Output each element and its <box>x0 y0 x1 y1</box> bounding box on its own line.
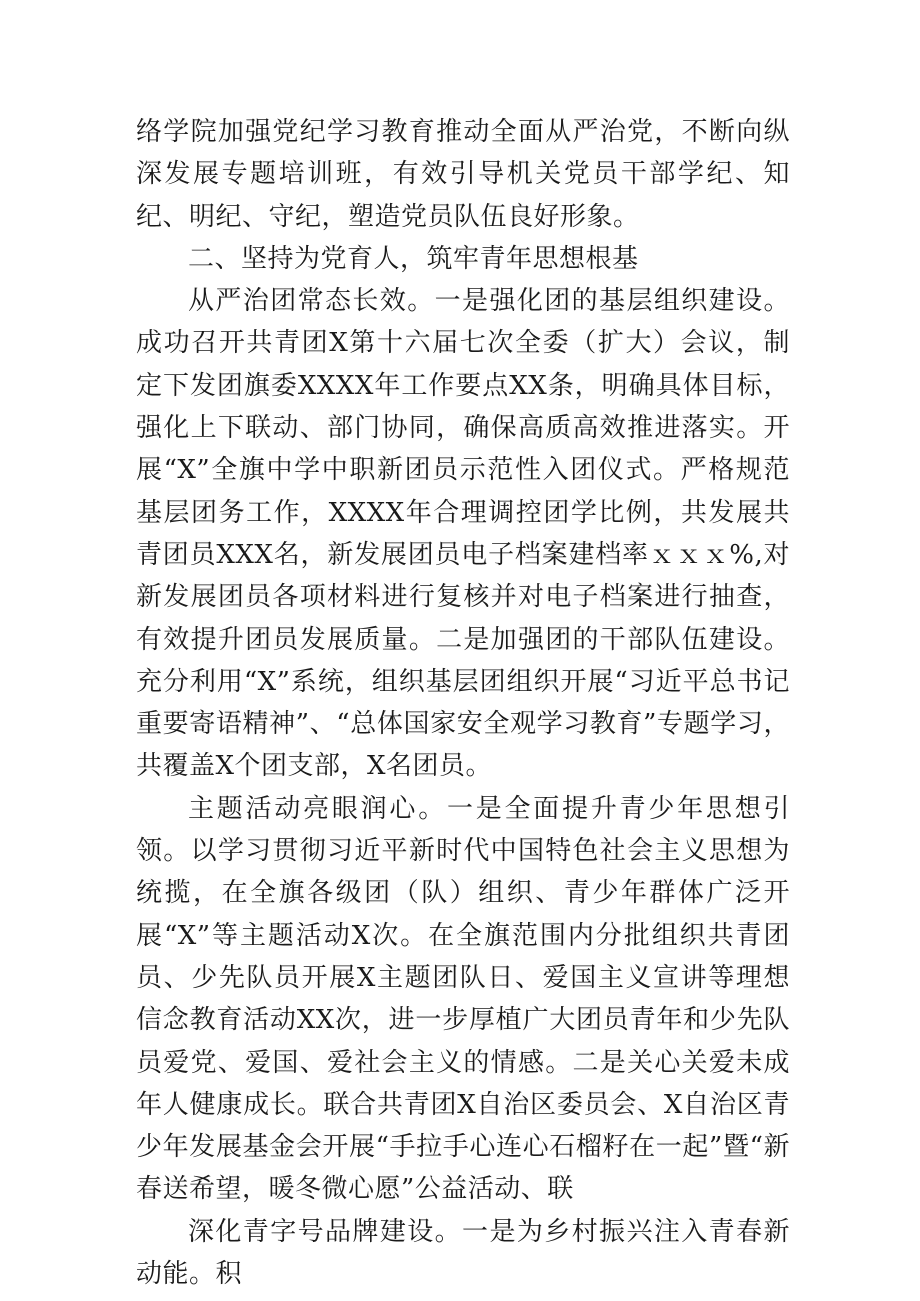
document-body <box>136 111 790 1295</box>
paragraph-theme-activities: 主题活动亮眼润心。一是全面提升青少年思想引领。以学习贯彻习近平新时代中国特色社会主义思想为统揽，在全旗各级团（队）组织、青少年群体广泛开展“X”等主题活动X次。在全旗范围内分批组织共青团员、少先队员开展X主题团队日、爱国主义宣讲等理想信念教育活动XX次，进一步厚植广大团员青年和少先队员爱党、爱国、爱社会主义的情感。二是关心关爱未成年人健康成长。联合共青团X自治区委员会、X自治区青少年发展基金会开展“手拉手心连心石榴籽在一起”暨“新春送希望，暖冬微心愿”公益活动、联 <box>136 793 790 1205</box>
paragraph-league-governance: 从严治团常态长效。一是强化团的基层组织建设。成功召开共青团X第十六届七次全委（扩大）会议，制定下发团旗委XXXX年工作要点XX条，明确具体目标，强化上下联动、部门协同，确保高质高效推进落实。开展“X”全旗中学中职新团员示范性入团仪式。严格规范基层团务工作，XXXX年合理调控团学比例，共发展共青团员XXX名，新发展团员电子档案建档率ｘｘｘ%,对新发展团员各项材料进行复核并对电子档案进行抽查，有效提升团员发展质量。二是加强团的干部队伍建设。充分利用“X”系统，组织基层团组织开展“习近平总书记重要寄语精神”、“总体国家安全观学习教育”专题学习，共覆盖X个团支部，X名团员。 <box>136 286 790 782</box>
paragraph-brand-building: 深化青字号品牌建设。一是为乡村振兴注入青春新动能。积 <box>136 1216 790 1290</box>
paragraph-continuation: 络学院加强党纪学习教育推动全面从严治党，不断向纵深发展专题培训班，有效引导机关党员干部学纪、知纪、明纪、守纪，塑造党员队伍良好形象。 <box>136 117 790 232</box>
section-heading: 二、坚持为党育人，筑牢青年思想根基 <box>188 243 639 274</box>
